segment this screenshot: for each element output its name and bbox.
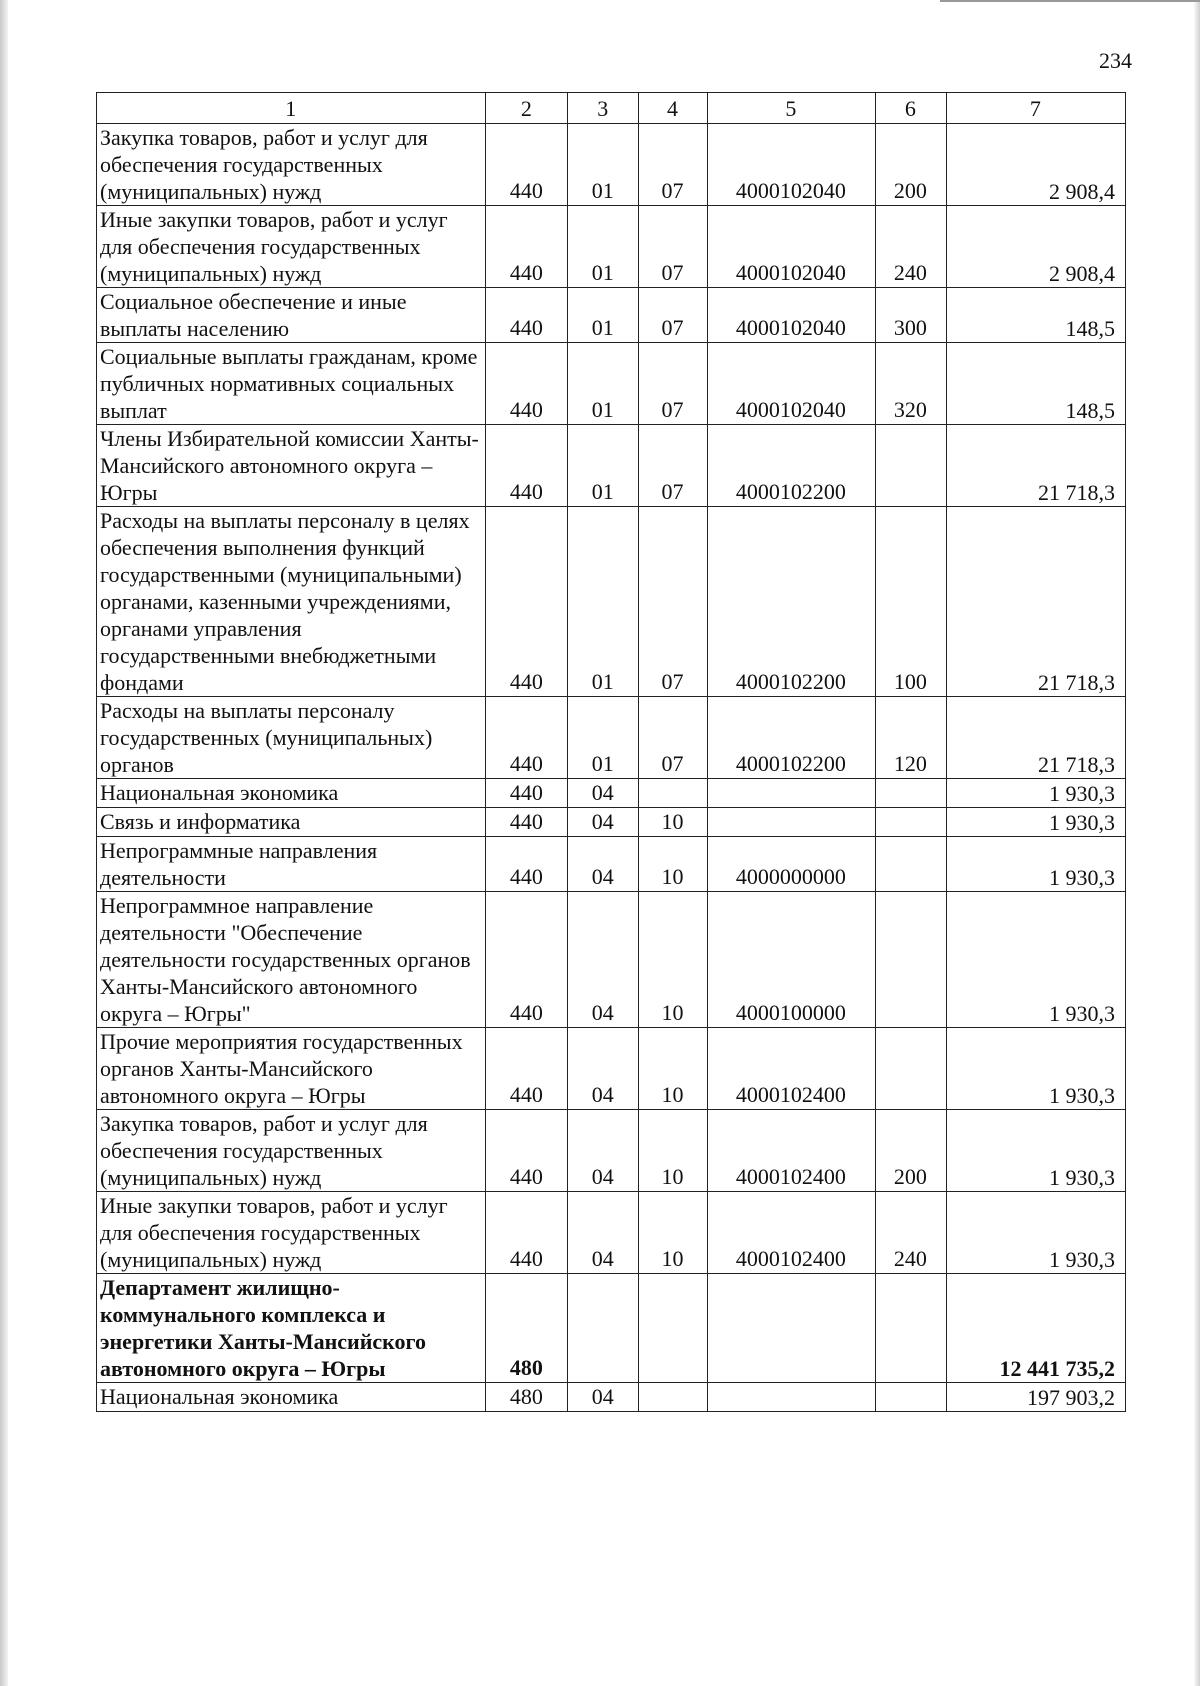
row-expense-type-cell: 320	[875, 343, 946, 425]
row-expense-type-cell: 200	[875, 1110, 946, 1192]
row-target-article-cell: 4000102040	[707, 288, 875, 343]
row-amount-cell: 148,5	[946, 288, 1125, 343]
row-name-cell: Социальное обеспечение и иные выплаты населению	[97, 288, 486, 343]
table-row	[97, 1110, 1126, 1192]
row-name-cell: Расходы на выплаты персоналу в целях обеспечения выполнения функций государственными (муниципальными) органами, казенными учреждениями, органами управления государственными внебюджетными фондами	[97, 507, 486, 697]
row-amount-cell: 12 441 735,2	[946, 1274, 1125, 1383]
row-section-cell: 04	[568, 1110, 639, 1192]
table-row	[97, 837, 1126, 892]
row-target-article-cell: 4000102040	[707, 343, 875, 425]
row-section-cell: 04	[568, 837, 639, 892]
row-admin-code-cell: 440	[486, 697, 568, 779]
row-subsection-cell: 10	[639, 808, 708, 837]
row-target-article-cell: 4000102200	[707, 697, 875, 779]
row-name-cell: Социальные выплаты гражданам, кроме публичных нормативных социальных выплат	[97, 343, 486, 425]
row-name-cell: Национальная экономика	[97, 779, 486, 808]
row-subsection-cell: 10	[639, 892, 708, 1028]
row-section-cell: 04	[568, 1028, 639, 1110]
row-expense-type-cell	[875, 1274, 946, 1383]
row-admin-code-cell: 440	[486, 1192, 568, 1274]
row-expense-type-cell	[875, 425, 946, 507]
row-admin-code-cell: 440	[486, 288, 568, 343]
row-target-article-cell: 4000102200	[707, 507, 875, 697]
row-target-article-cell: 4000000000	[707, 837, 875, 892]
row-expense-type-cell	[875, 837, 946, 892]
row-admin-code-cell: 440	[486, 343, 568, 425]
row-name-cell: Иные закупки товаров, работ и услуг для обеспечения государственных (муниципальных) нужд	[97, 1192, 486, 1274]
row-target-article-cell	[707, 779, 875, 808]
table-row	[97, 1028, 1126, 1110]
row-expense-type-cell	[875, 808, 946, 837]
row-subsection-cell: 07	[639, 343, 708, 425]
row-name-cell: Члены Избирательной комиссии Ханты-Мансийского автономного округа – Югры	[97, 425, 486, 507]
row-admin-code-cell: 440	[486, 892, 568, 1028]
page-number: 234	[1099, 48, 1132, 73]
row-name-cell: Национальная экономика	[97, 1383, 486, 1412]
row-admin-code-cell: 440	[486, 1110, 568, 1192]
row-admin-code-cell: 440	[486, 808, 568, 837]
table-row	[97, 779, 1126, 808]
row-amount-cell: 197 903,2	[946, 1383, 1125, 1412]
row-subsection-cell: 07	[639, 124, 708, 206]
row-expense-type-cell: 200	[875, 124, 946, 206]
row-amount-cell: 21 718,3	[946, 507, 1125, 697]
table-row	[97, 892, 1126, 1028]
scan-right-edge	[1194, 0, 1200, 1686]
table-body	[97, 93, 1126, 1412]
scan-left-edge	[0, 0, 8, 1686]
table-row	[97, 1383, 1126, 1412]
budget-table	[96, 92, 1126, 1412]
row-amount-cell: 1 930,3	[946, 837, 1125, 892]
table-row	[97, 288, 1126, 343]
table-row	[97, 697, 1126, 779]
row-section-cell: 01	[568, 697, 639, 779]
row-expense-type-cell: 120	[875, 697, 946, 779]
row-admin-code-cell: 440	[486, 124, 568, 206]
header-cell-2: 2	[486, 93, 568, 124]
row-section-cell: 01	[568, 288, 639, 343]
row-target-article-cell: 4000102400	[707, 1110, 875, 1192]
row-section-cell: 01	[568, 507, 639, 697]
row-section-cell	[568, 1274, 639, 1383]
header-cell-4: 4	[639, 93, 708, 124]
budget-table-container	[96, 92, 1126, 1412]
row-name-cell: Связь и информатика	[97, 808, 486, 837]
row-expense-type-cell	[875, 892, 946, 1028]
row-admin-code-cell: 440	[486, 1028, 568, 1110]
row-section-cell: 01	[568, 343, 639, 425]
row-expense-type-cell	[875, 1028, 946, 1110]
row-expense-type-cell: 240	[875, 1192, 946, 1274]
row-subsection-cell: 10	[639, 1192, 708, 1274]
row-name-cell: Непрограммное направление деятельности "Обеспечение деятельности государственных органов Ханты-Мансийского автономного округа – Югры"	[97, 892, 486, 1028]
row-subsection-cell: 07	[639, 507, 708, 697]
row-subsection-cell	[639, 1274, 708, 1383]
row-amount-cell: 1 930,3	[946, 892, 1125, 1028]
table-row	[97, 343, 1126, 425]
row-target-article-cell	[707, 1383, 875, 1412]
row-amount-cell: 1 930,3	[946, 1028, 1125, 1110]
table-row	[97, 808, 1126, 837]
row-amount-cell: 2 908,4	[946, 206, 1125, 288]
row-subsection-cell: 07	[639, 288, 708, 343]
row-target-article-cell	[707, 1274, 875, 1383]
row-target-article-cell: 4000102400	[707, 1028, 875, 1110]
row-name-cell: Непрограммные направления деятельности	[97, 837, 486, 892]
table-row	[97, 507, 1126, 697]
row-name-cell: Закупка товаров, работ и услуг для обеспечения государственных (муниципальных) нужд	[97, 124, 486, 206]
row-section-cell: 01	[568, 124, 639, 206]
row-section-cell: 04	[568, 1192, 639, 1274]
row-subsection-cell: 10	[639, 837, 708, 892]
row-name-cell: Иные закупки товаров, работ и услуг для обеспечения государственных (муниципальных) нужд	[97, 206, 486, 288]
header-cell-5: 5	[707, 93, 875, 124]
header-cell-6: 6	[875, 93, 946, 124]
row-admin-code-cell: 440	[486, 206, 568, 288]
row-subsection-cell: 10	[639, 1110, 708, 1192]
row-amount-cell: 1 930,3	[946, 1110, 1125, 1192]
row-target-article-cell: 4000102040	[707, 124, 875, 206]
row-amount-cell: 1 930,3	[946, 808, 1125, 837]
row-admin-code-cell: 440	[486, 507, 568, 697]
row-expense-type-cell	[875, 779, 946, 808]
row-section-cell: 04	[568, 779, 639, 808]
row-target-article-cell: 4000102400	[707, 1192, 875, 1274]
row-name-cell: Расходы на выплаты персоналу государственных (муниципальных) органов	[97, 697, 486, 779]
row-target-article-cell: 4000102200	[707, 425, 875, 507]
table-row	[97, 124, 1126, 206]
row-name-cell: Прочие мероприятия государственных органов Ханты-Мансийского автономного округа – Югры	[97, 1028, 486, 1110]
row-section-cell: 01	[568, 425, 639, 507]
row-amount-cell: 1 930,3	[946, 779, 1125, 808]
row-admin-code-cell: 440	[486, 837, 568, 892]
row-name-cell: Департамент жилищно-коммунального комплекса и энергетики Ханты-Мансийского автономного округа – Югры	[97, 1274, 486, 1383]
row-subsection-cell: 07	[639, 697, 708, 779]
row-amount-cell: 1 930,3	[946, 1192, 1125, 1274]
row-subsection-cell	[639, 1383, 708, 1412]
table-row	[97, 1192, 1126, 1274]
row-subsection-cell: 07	[639, 206, 708, 288]
table-row	[97, 425, 1126, 507]
row-admin-code-cell: 440	[486, 779, 568, 808]
row-section-cell: 04	[568, 808, 639, 837]
row-amount-cell: 21 718,3	[946, 697, 1125, 779]
table-row	[97, 206, 1126, 288]
header-cell-1: 1	[97, 93, 486, 124]
header-cell-3: 3	[568, 93, 639, 124]
row-expense-type-cell: 300	[875, 288, 946, 343]
scan-top-line	[940, 0, 1200, 2]
row-subsection-cell: 10	[639, 1028, 708, 1110]
header-cell-7: 7	[946, 93, 1125, 124]
row-subsection-cell	[639, 779, 708, 808]
row-amount-cell: 2 908,4	[946, 124, 1125, 206]
row-amount-cell: 21 718,3	[946, 425, 1125, 507]
row-section-cell: 04	[568, 1383, 639, 1412]
row-section-cell: 01	[568, 206, 639, 288]
row-section-cell: 04	[568, 892, 639, 1028]
row-expense-type-cell: 240	[875, 206, 946, 288]
header-row	[97, 93, 1126, 124]
row-expense-type-cell	[875, 1383, 946, 1412]
row-amount-cell: 148,5	[946, 343, 1125, 425]
row-target-article-cell	[707, 808, 875, 837]
row-name-cell: Закупка товаров, работ и услуг для обеспечения государственных (муниципальных) нужд	[97, 1110, 486, 1192]
row-expense-type-cell: 100	[875, 507, 946, 697]
row-subsection-cell: 07	[639, 425, 708, 507]
row-target-article-cell: 4000102040	[707, 206, 875, 288]
table-row	[97, 1274, 1126, 1383]
row-admin-code-cell: 480	[486, 1383, 568, 1412]
row-admin-code-cell: 480	[486, 1274, 568, 1383]
row-target-article-cell: 4000100000	[707, 892, 875, 1028]
row-admin-code-cell: 440	[486, 425, 568, 507]
